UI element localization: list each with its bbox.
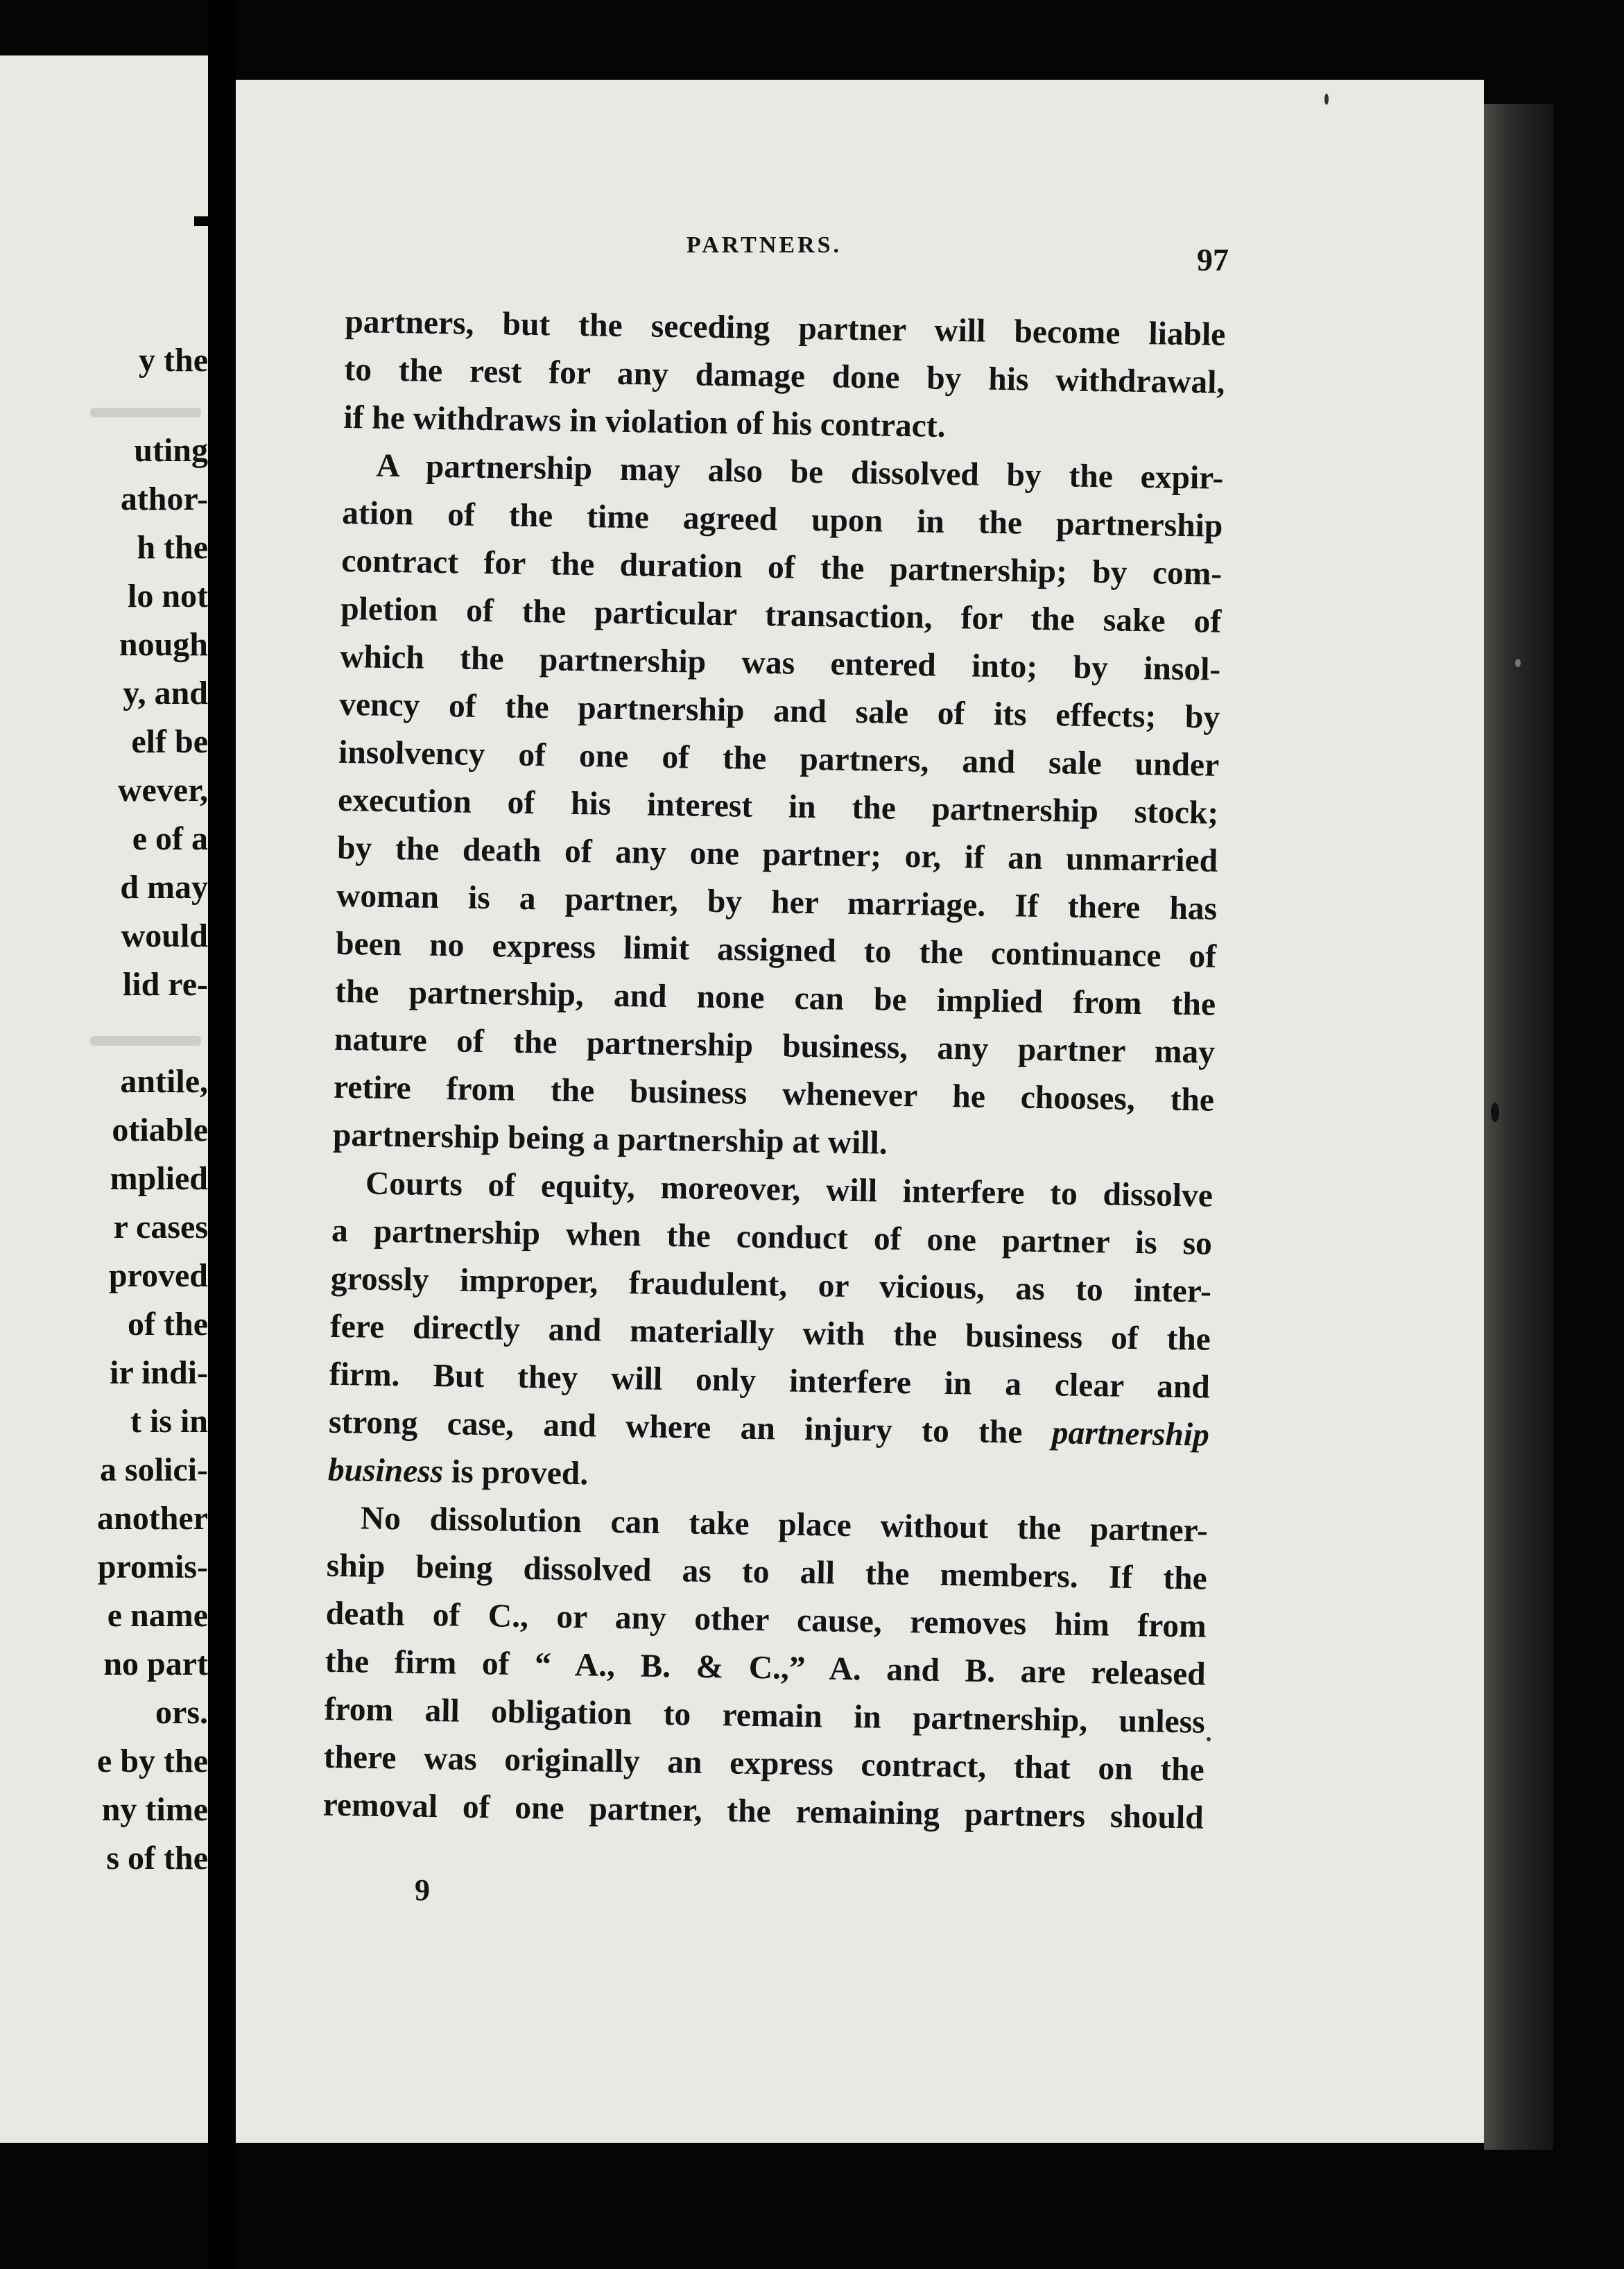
left-page-line: t is in — [130, 1403, 208, 1440]
left-page-faded-line — [90, 1036, 201, 1046]
text-line: the firm of “ A., B. & C.,” A. and B. are released — [325, 1643, 1207, 1693]
text-segment: is proved. — [451, 1453, 589, 1492]
left-page-line: elf be — [131, 723, 208, 760]
paragraph-start-line: A partnership may also be dissolved by the expir- — [376, 447, 1224, 497]
left-page-line: another — [97, 1500, 208, 1537]
left-page-line: d may — [120, 869, 208, 906]
text-line: execution of his interest in the partnership stock; — [337, 782, 1219, 831]
text-line: been no express limit assigned to the continuance of — [335, 925, 1217, 975]
text-line: contract for the duration of the partnership; by com- — [340, 542, 1223, 592]
left-page-line: wever, — [117, 772, 208, 809]
text-line: fere directly and materially with the business of the — [329, 1308, 1211, 1358]
paragraph-start-line: No dissolution can take place without the partner- — [360, 1500, 1209, 1549]
left-page-line: no part — [103, 1646, 208, 1682]
text-line: there was originally an express contract, that on the — [323, 1739, 1205, 1788]
text-line: the partnership, and none can be implied from the — [334, 973, 1216, 1023]
text-line: grossly improper, fraudulent, or vicious, as to inter- — [330, 1260, 1212, 1310]
page-number: 97 — [1197, 242, 1229, 277]
text-line: by the death of any one partner; or, if an unmarried — [336, 829, 1218, 879]
page-edge-shadow — [1484, 104, 1553, 2150]
text-line: vency of the partnership and sale of its effects; by — [338, 686, 1220, 736]
text-line: partners, but the seceding partner will become liable — [345, 303, 1226, 353]
left-page-line: nough — [119, 626, 208, 663]
text-line: death of C., or any other cause, removes him from — [325, 1595, 1207, 1645]
left-page-line: e of a — [132, 820, 208, 857]
scan-speck — [1491, 1103, 1499, 1122]
left-page-line: e name — [107, 1597, 208, 1634]
text-line: which the partnership was entered into; by insol- — [339, 638, 1221, 688]
left-page-line: ors. — [155, 1694, 208, 1731]
running-head: PARTNERS. — [686, 232, 843, 258]
signature-mark: 9 — [415, 1873, 430, 1907]
text-line: woman is a partner, by her marriage. If there has — [336, 877, 1218, 927]
scan-speck — [1207, 1737, 1211, 1741]
left-page-line: y, and — [123, 675, 208, 711]
text-line: partnership being a partnership at will. — [332, 1116, 888, 1162]
text-line: insolvency of one of the partners, and sale under — [338, 734, 1220, 784]
text-line: from all obligation to remain in partnership, unless — [324, 1691, 1206, 1741]
left-page-line: otiable — [112, 1112, 208, 1148]
text-segment: strong case, and where an injury to the — [328, 1404, 1023, 1451]
left-page-line: s of the — [106, 1840, 208, 1877]
left-page-line: of the — [128, 1306, 208, 1343]
italic-term: partnership — [1051, 1415, 1210, 1453]
scan-speck — [1324, 94, 1329, 105]
text-line: firm. But they will only interfere in a clear and — [329, 1356, 1211, 1406]
left-page-line: a solici- — [100, 1451, 208, 1488]
left-page-line: proved — [108, 1257, 208, 1294]
left-page-line: antile, — [120, 1063, 208, 1100]
left-page-line: mplied — [110, 1160, 208, 1197]
left-page-faded-line — [90, 408, 201, 417]
page-body-text — [322, 298, 1226, 1843]
paragraph-start-line: Courts of equity, moreover, will interfere to dissolve — [365, 1165, 1213, 1214]
text-line: ship being dissolved as to all the members. If the — [326, 1547, 1208, 1597]
left-facing-page — [0, 55, 208, 2143]
left-page-line: lo not — [127, 578, 208, 614]
text-line: to the rest for any damage done by his withdrawal, — [344, 351, 1225, 401]
text-line: if he withdraws in violation of his contract. — [343, 399, 946, 445]
left-page-line: e by the — [97, 1743, 208, 1779]
left-page-line: r cases — [113, 1209, 208, 1245]
text-line: ation of the time agreed upon in the partnership — [342, 494, 1223, 544]
text-line: pletion of the particular transaction, for the sake of — [340, 590, 1222, 640]
left-page-line: uting — [134, 432, 208, 469]
book-gutter — [208, 0, 236, 2269]
text-line: nature of the partnership business, any partner may — [334, 1021, 1216, 1071]
text-line: retire from the business whenever he chooses, the — [333, 1069, 1215, 1119]
left-page-line: promis- — [97, 1548, 208, 1585]
left-page-line: y the — [139, 342, 208, 379]
text-line: a partnership when the conduct of one partner is so — [331, 1212, 1213, 1262]
left-page-line: lid re- — [122, 966, 208, 1003]
left-page-line: ir indi- — [110, 1354, 208, 1391]
scan-speck — [1515, 659, 1521, 667]
left-page-line: h the — [137, 529, 208, 566]
left-page-line: athor- — [120, 481, 208, 517]
italic-term: business — [327, 1451, 444, 1490]
text-line: removal of one partner, the remaining partners should — [322, 1786, 1204, 1836]
left-page-line: ny time — [101, 1791, 208, 1828]
left-page-line: would — [121, 917, 208, 954]
